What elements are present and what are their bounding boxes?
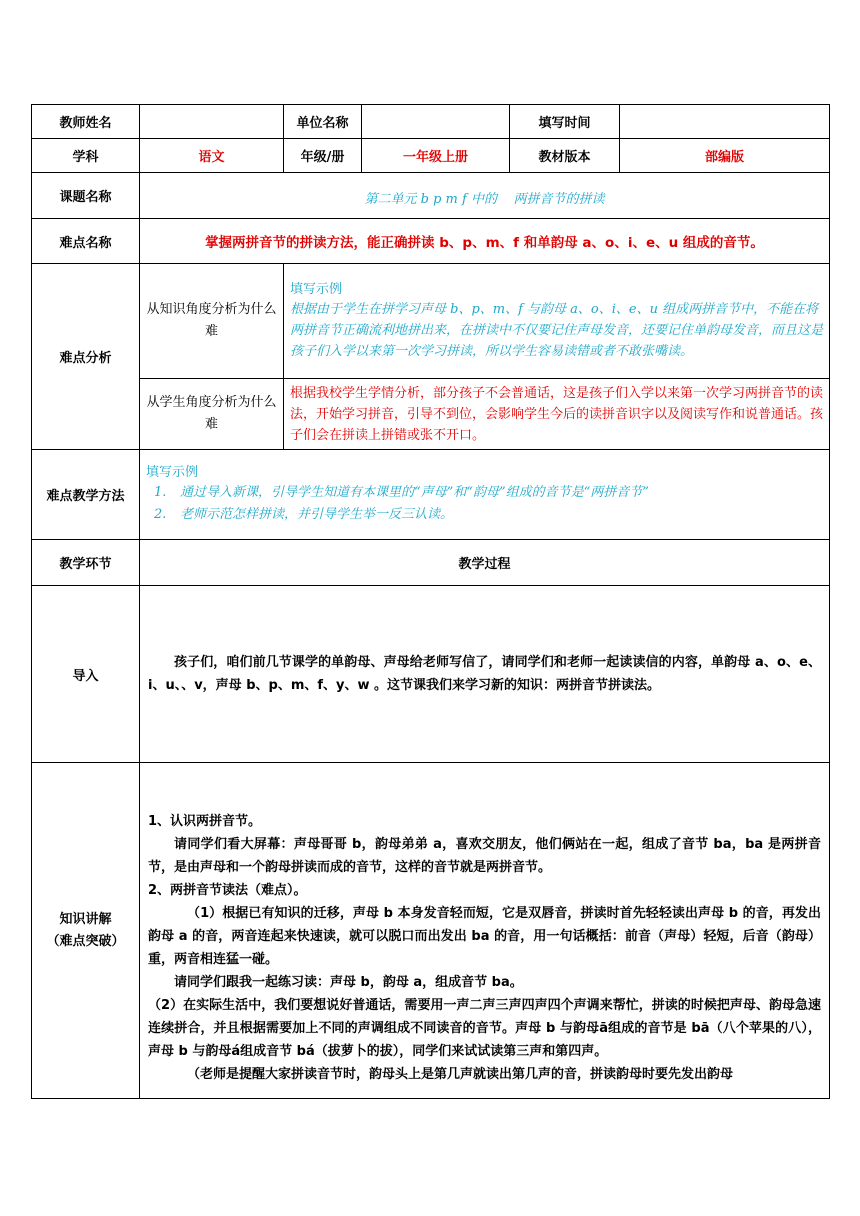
- unit-name-label: 单位名称: [284, 105, 362, 139]
- teacher-name-label: 教师姓名: [32, 105, 140, 139]
- difficulty-name-label: 难点名称: [32, 219, 140, 264]
- lesson-title-value: 第二单元 b p m f 中的 两拼音节的拼读: [140, 173, 830, 219]
- knowledge-angle-label: 从知识角度分析为什么难: [140, 264, 284, 379]
- knowledge-p7: （老师是提醒大家拼读音节时，韵母头上是第几声就读出第几声的音，拼读韵母时要先发出韵母: [187, 1067, 734, 1082]
- teacher-name-value[interactable]: [140, 105, 284, 139]
- knowledge-p2: 请同学们看大屏幕：声母哥哥 b，韵母弟弟 a，喜欢交朋友，他们俩站在一起，组成了音节 ba，ba 是两拼音节，是由声母和一个韵母拼读而成的音节，这样的音节就是两拼音节。: [148, 837, 821, 875]
- lesson-title-label: 课题名称: [32, 173, 140, 219]
- knowledge-p3: 2、两拼音节读法（难点）。: [148, 883, 307, 898]
- knowledge-label: 知识讲解 （难点突破）: [32, 763, 140, 1099]
- intro-cell: [140, 586, 830, 763]
- teaching-step-label: 教学环节: [32, 540, 140, 586]
- subject-label: 学科: [32, 139, 140, 173]
- textbook-label: 教材版本: [510, 139, 620, 173]
- unit-name-value[interactable]: [362, 105, 510, 139]
- fill-time-value[interactable]: [620, 105, 830, 139]
- example-title: 填写示例: [290, 281, 343, 297]
- method-label: 难点教学方法: [32, 450, 140, 540]
- intro-text: 孩子们，咱们前几节课学的单韵母、声母给老师写信了，请同学们和老师一起读读信的内容，单韵母 a、o、e、i、u、、v，声母 b、p、m、f、y、w 。这节课我们来学习新的知识：两拼音节拼读法。: [148, 655, 821, 693]
- student-angle-cell: [284, 379, 830, 450]
- knowledge-p5: 请同学们跟我一起练习读：声母 b，韵母 a，组成音节 ba。: [174, 975, 523, 990]
- knowledge-p4: （1）根据已有知识的迁移，声母 b 本身发音轻而短，它是双唇音，拼读时首先轻轻读出声母 b 的音，再发出韵母 a 的音，两音连起来快速读，就可以脱口而出发出 ba 的音，用一句话概括：前音（声母）轻短，后音（韵母）重，两音相连猛一碰。: [148, 906, 821, 967]
- grade-value: 一年级上册: [362, 139, 510, 173]
- knowledge-cell: [140, 763, 830, 1099]
- difficulty-analysis-label: 难点分析: [32, 264, 140, 450]
- method-item: 1. 通过导入新课，引导学生知道有本课里的“声母”和“韵母”组成的音节是“两拼音节”: [154, 484, 649, 500]
- intro-label: 导入: [32, 586, 140, 763]
- knowledge-analysis-text: 根据由于学生在拼学习声母 b、p、m、f 与韵母 a、o、i、e、u 组成两拼音节中，不能在将两拼音节正确流利地拼出来，在拼读中不仅要记住声母发音，还要记住单韵母发音，而且这是孩子们入学以来第一次学习拼读，所以学生容易读错或者不敢张嘴读。: [290, 301, 824, 359]
- student-angle-label: 从学生角度分析为什么难: [140, 379, 284, 450]
- knowledge-angle-cell: [284, 264, 830, 379]
- student-analysis-text: 根据我校学生学情分析，部分孩子不会普通话，这是孩子们入学以来第一次学习两拼音节的读法，开始学习拼音，引导不到位，会影响学生今后的读拼音识字以及阅读写作和说普通话。孩子们会在拼读上拼错或张不开口。: [290, 385, 824, 443]
- method-item: 2. 老师示范怎样拼读，并引导学生举一反三认读。: [154, 506, 454, 522]
- textbook-value: 部编版: [620, 139, 830, 173]
- knowledge-p6: （2）在实际生活中，我们要想说好普通话，需要用一声二声三声四声四个声调来帮忙，拼读的时候把声母、韵母急速连续拼合，并且根据需要加上不同的声调组成不同读音的音节。声母 b 与韵母ā组成的音节是 bā（八个苹果的八），声母 b 与韵母á组成音节 bá（拔萝卜的拔），同学们来试试读第三声和第四声。: [148, 998, 821, 1059]
- fill-time-label: 填写时间: [510, 105, 620, 139]
- method-cell: [140, 450, 830, 540]
- teaching-process-label: 教学过程: [140, 540, 830, 586]
- grade-label: 年级/册: [284, 139, 362, 173]
- lesson-plan-table: [31, 104, 830, 1099]
- method-example-title: 填写示例: [146, 464, 199, 480]
- difficulty-name-value: 掌握两拼音节的拼读方法，能正确拼读 b、p、m、f 和单韵母 a、o、i、e、u 组成的音节。: [140, 219, 830, 264]
- subject-value: 语文: [140, 139, 284, 173]
- knowledge-p1: 1、认识两拼音节。: [148, 814, 262, 829]
